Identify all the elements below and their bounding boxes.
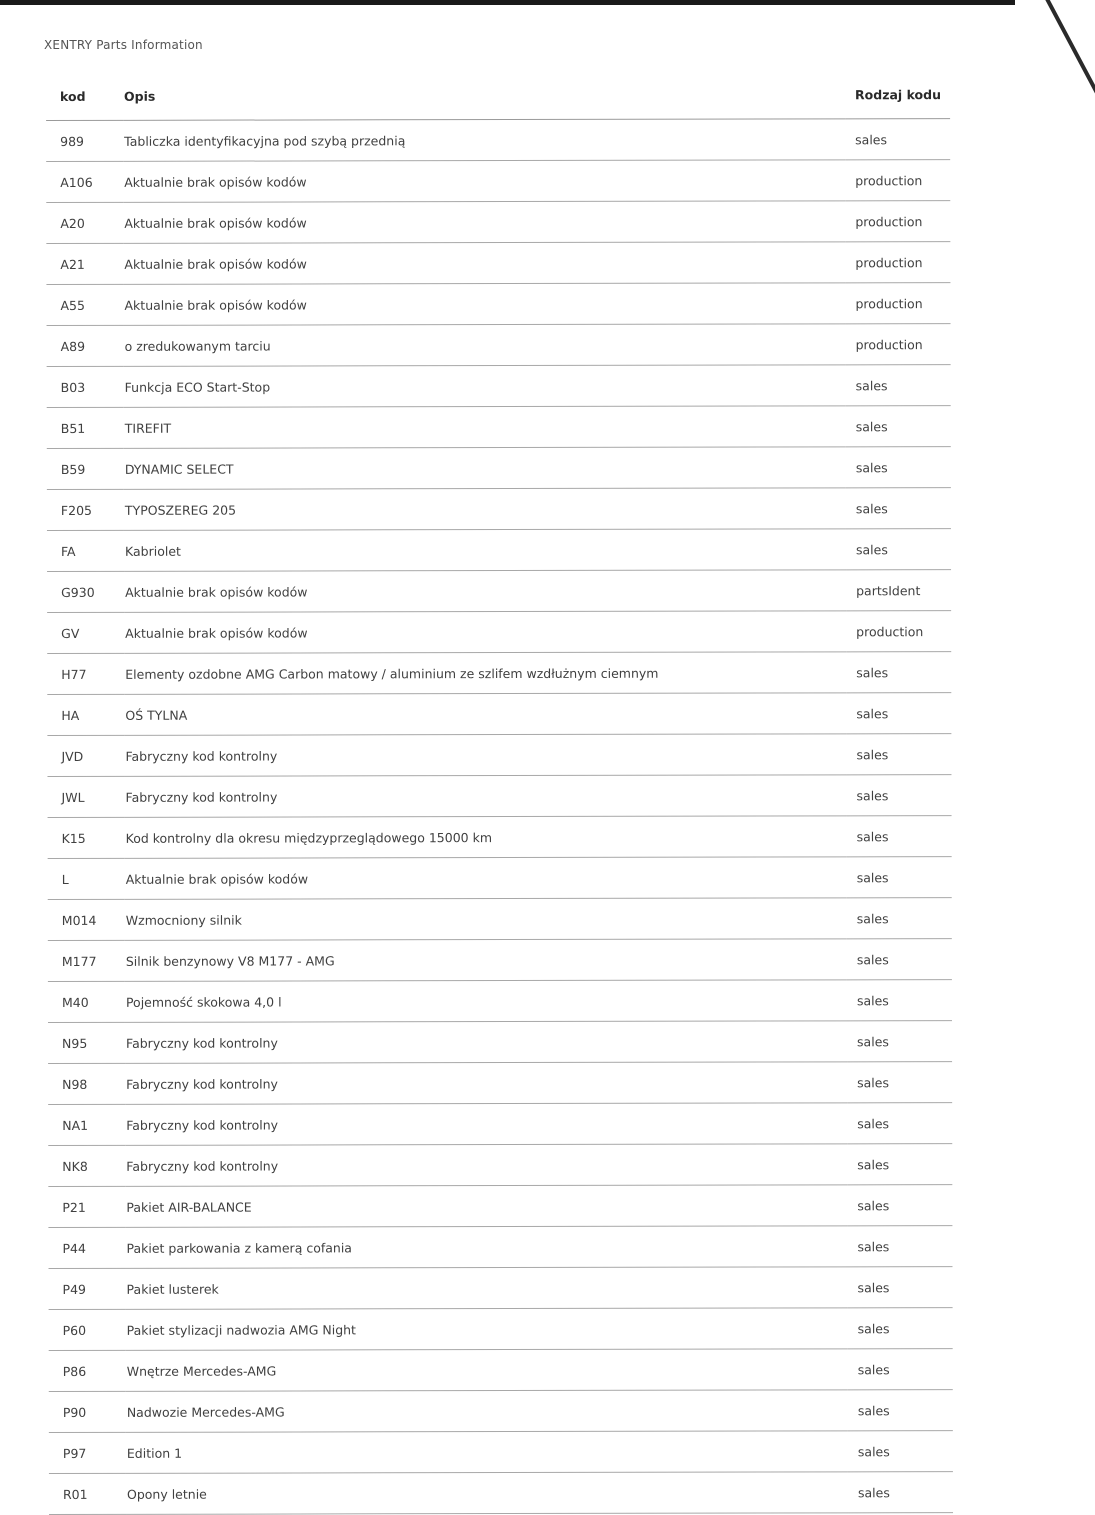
column-header-description: Opis xyxy=(123,70,845,120)
row-type: sales xyxy=(847,1144,952,1185)
row-type: sales xyxy=(847,1021,952,1062)
row-code: GV xyxy=(47,612,124,653)
row-code: P97 xyxy=(49,1432,126,1473)
table-row xyxy=(47,611,951,654)
row-type: production xyxy=(845,201,950,242)
row-description: Tabliczka identyfikacyjna pod szybą przednią xyxy=(123,119,845,162)
row-code: NA1 xyxy=(48,1104,125,1145)
row-code: 989 xyxy=(46,120,123,161)
row-type: sales xyxy=(847,1103,952,1144)
row-description: Wnętrze Mercedes-AMG xyxy=(126,1349,848,1392)
row-type: sales xyxy=(847,1226,952,1267)
table-row xyxy=(49,1431,953,1474)
row-description: Nadwozie Mercedes-AMG xyxy=(126,1390,848,1433)
table-row xyxy=(49,1267,953,1310)
row-description: Fabryczny kod kontrolny xyxy=(125,1021,847,1064)
row-type: sales xyxy=(847,816,952,857)
table-row xyxy=(47,693,951,736)
row-code: R01 xyxy=(49,1473,126,1514)
row-type: sales xyxy=(845,119,950,160)
row-code: P49 xyxy=(49,1268,126,1309)
row-type: sales xyxy=(846,734,951,775)
row-code: N98 xyxy=(48,1063,125,1104)
row-type: sales xyxy=(847,857,952,898)
row-description: TYPOSZEREG 205 xyxy=(124,488,846,531)
row-type: sales xyxy=(847,1062,952,1103)
table-row xyxy=(48,980,952,1023)
header-row xyxy=(46,70,950,120)
table-row xyxy=(48,939,952,982)
row-type: production xyxy=(846,324,951,365)
row-code: B59 xyxy=(47,448,124,489)
table-row xyxy=(48,1226,952,1269)
row-code: F205 xyxy=(47,489,124,530)
row-description: Elementy ozdobne AMG Carbon matowy / aluminium ze szlifem wzdłużnym ciemnym xyxy=(124,652,846,695)
row-type: sales xyxy=(848,1431,953,1472)
row-type: sales xyxy=(846,488,951,529)
row-description: TIREFIT xyxy=(124,406,846,449)
table-row xyxy=(48,1103,952,1146)
row-description: Aktualnie brak opisów kodów xyxy=(123,201,845,244)
table-row xyxy=(49,1472,953,1515)
table-row xyxy=(47,406,951,449)
row-description: Aktualnie brak opisów kodów xyxy=(124,570,846,613)
row-type: production xyxy=(845,160,950,201)
row-description: Pakiet lusterek xyxy=(126,1267,848,1310)
table-row xyxy=(47,447,951,490)
row-type: sales xyxy=(847,980,952,1021)
row-type: sales xyxy=(847,939,952,980)
row-description: Fabryczny kod kontrolny xyxy=(124,734,846,777)
row-description: o zredukowanym tarciu xyxy=(124,324,846,367)
row-type: sales xyxy=(846,775,951,816)
row-description: Edition 1 xyxy=(126,1431,848,1474)
row-description: Aktualnie brak opisów kodów xyxy=(123,160,845,203)
row-description: Pakiet stylizacji nadwozia AMG Night xyxy=(126,1308,848,1351)
table-row xyxy=(49,1390,953,1433)
row-description: Fabryczny kod kontrolny xyxy=(124,775,846,818)
row-code: M177 xyxy=(48,940,125,981)
table-row xyxy=(47,570,951,613)
row-description: Aktualnie brak opisów kodów xyxy=(124,611,846,654)
table-row xyxy=(48,1185,952,1228)
table-row xyxy=(48,816,952,859)
row-description: Aktualnie brak opisów kodów xyxy=(125,857,847,900)
row-description: Fabryczny kod kontrolny xyxy=(125,1103,847,1146)
row-code: A20 xyxy=(46,202,123,243)
row-description: Kabriolet xyxy=(124,529,846,572)
row-type: sales xyxy=(848,1267,953,1308)
row-type: production xyxy=(845,283,950,324)
row-description: Aktualnie brak opisów kodów xyxy=(123,242,845,285)
row-type: sales xyxy=(846,693,951,734)
row-code: M40 xyxy=(48,981,125,1022)
row-type: partsIdent xyxy=(846,570,951,611)
table-row xyxy=(48,1062,952,1105)
row-code: P44 xyxy=(48,1227,125,1268)
row-description: Fabryczny kod kontrolny xyxy=(125,1062,847,1105)
row-type: sales xyxy=(848,1308,953,1349)
table-row xyxy=(49,1349,953,1392)
row-code: L xyxy=(48,858,125,899)
row-description: Funkcja ECO Start-Stop xyxy=(124,365,846,408)
row-code: A21 xyxy=(46,243,123,284)
column-header-code: kod xyxy=(46,72,123,121)
table-row xyxy=(47,529,951,572)
row-description: Pakiet AIR-BALANCE xyxy=(125,1185,847,1228)
scan-edge-right xyxy=(1040,0,1095,149)
row-type: sales xyxy=(847,1185,952,1226)
row-code: N95 xyxy=(48,1022,125,1063)
table-row xyxy=(48,898,952,941)
row-description: Kod kontrolny dla okresu międzyprzeglądowego 15000 km xyxy=(125,816,847,859)
row-type: sales xyxy=(848,1472,953,1513)
row-code: FA xyxy=(47,530,124,571)
row-code: B03 xyxy=(47,366,124,407)
table-row xyxy=(47,488,951,531)
row-code: P86 xyxy=(49,1350,126,1391)
row-code: A89 xyxy=(47,325,124,366)
row-type: sales xyxy=(846,652,951,693)
column-header-type: Rodzaj kodu xyxy=(845,70,950,119)
row-code: JVD xyxy=(47,735,124,776)
row-code: H77 xyxy=(47,653,124,694)
row-code: P90 xyxy=(49,1391,126,1432)
row-code: NK8 xyxy=(48,1145,125,1186)
table-row xyxy=(48,1144,952,1187)
row-code: P21 xyxy=(48,1186,125,1227)
table-row xyxy=(46,283,950,326)
row-code: P60 xyxy=(49,1309,126,1350)
row-description: Fabryczny kod kontrolny xyxy=(125,1144,847,1187)
row-type: sales xyxy=(847,898,952,939)
table-row xyxy=(48,857,952,900)
row-description: Opony letnie xyxy=(126,1472,848,1515)
row-description: Silnik benzynowy V8 M177 - AMG xyxy=(125,939,847,982)
row-description: DYNAMIC SELECT xyxy=(124,447,846,490)
row-type: sales xyxy=(846,529,951,570)
row-code: G930 xyxy=(47,571,124,612)
row-code: JWL xyxy=(47,776,124,817)
table-row xyxy=(47,365,951,408)
row-code: M014 xyxy=(48,899,125,940)
row-type: sales xyxy=(846,447,951,488)
table-row xyxy=(46,201,950,244)
row-type: sales xyxy=(846,365,951,406)
table-row xyxy=(46,242,950,285)
row-type: sales xyxy=(848,1349,953,1390)
scan-edge-top xyxy=(0,0,1015,5)
row-description: Pakiet parkowania z kamerą cofania xyxy=(125,1226,847,1269)
table-row xyxy=(48,1021,952,1064)
row-type: production xyxy=(846,611,951,652)
table-row xyxy=(46,119,950,162)
row-description: OŚ TYLNA xyxy=(124,693,846,736)
table-row xyxy=(46,160,950,203)
table-row xyxy=(47,775,951,818)
row-type: sales xyxy=(846,406,951,447)
row-code: HA xyxy=(47,694,124,735)
row-code: B51 xyxy=(47,407,124,448)
table-body xyxy=(46,119,953,1515)
row-description: Wzmocniony silnik xyxy=(125,898,847,941)
row-description: Aktualnie brak opisów kodów xyxy=(123,283,845,326)
row-code: K15 xyxy=(48,817,125,858)
row-code: A55 xyxy=(46,284,123,325)
table-row xyxy=(47,652,951,695)
codes-table xyxy=(46,70,953,1515)
table-header xyxy=(46,70,950,120)
row-type: sales xyxy=(848,1390,953,1431)
row-code: A106 xyxy=(46,161,123,202)
table-row xyxy=(47,734,951,777)
table-row xyxy=(49,1308,953,1351)
row-type: production xyxy=(845,242,950,283)
document-header: XENTRY Parts Information xyxy=(44,38,203,52)
row-description: Pojemność skokowa 4,0 l xyxy=(125,980,847,1023)
table-row xyxy=(47,324,951,367)
